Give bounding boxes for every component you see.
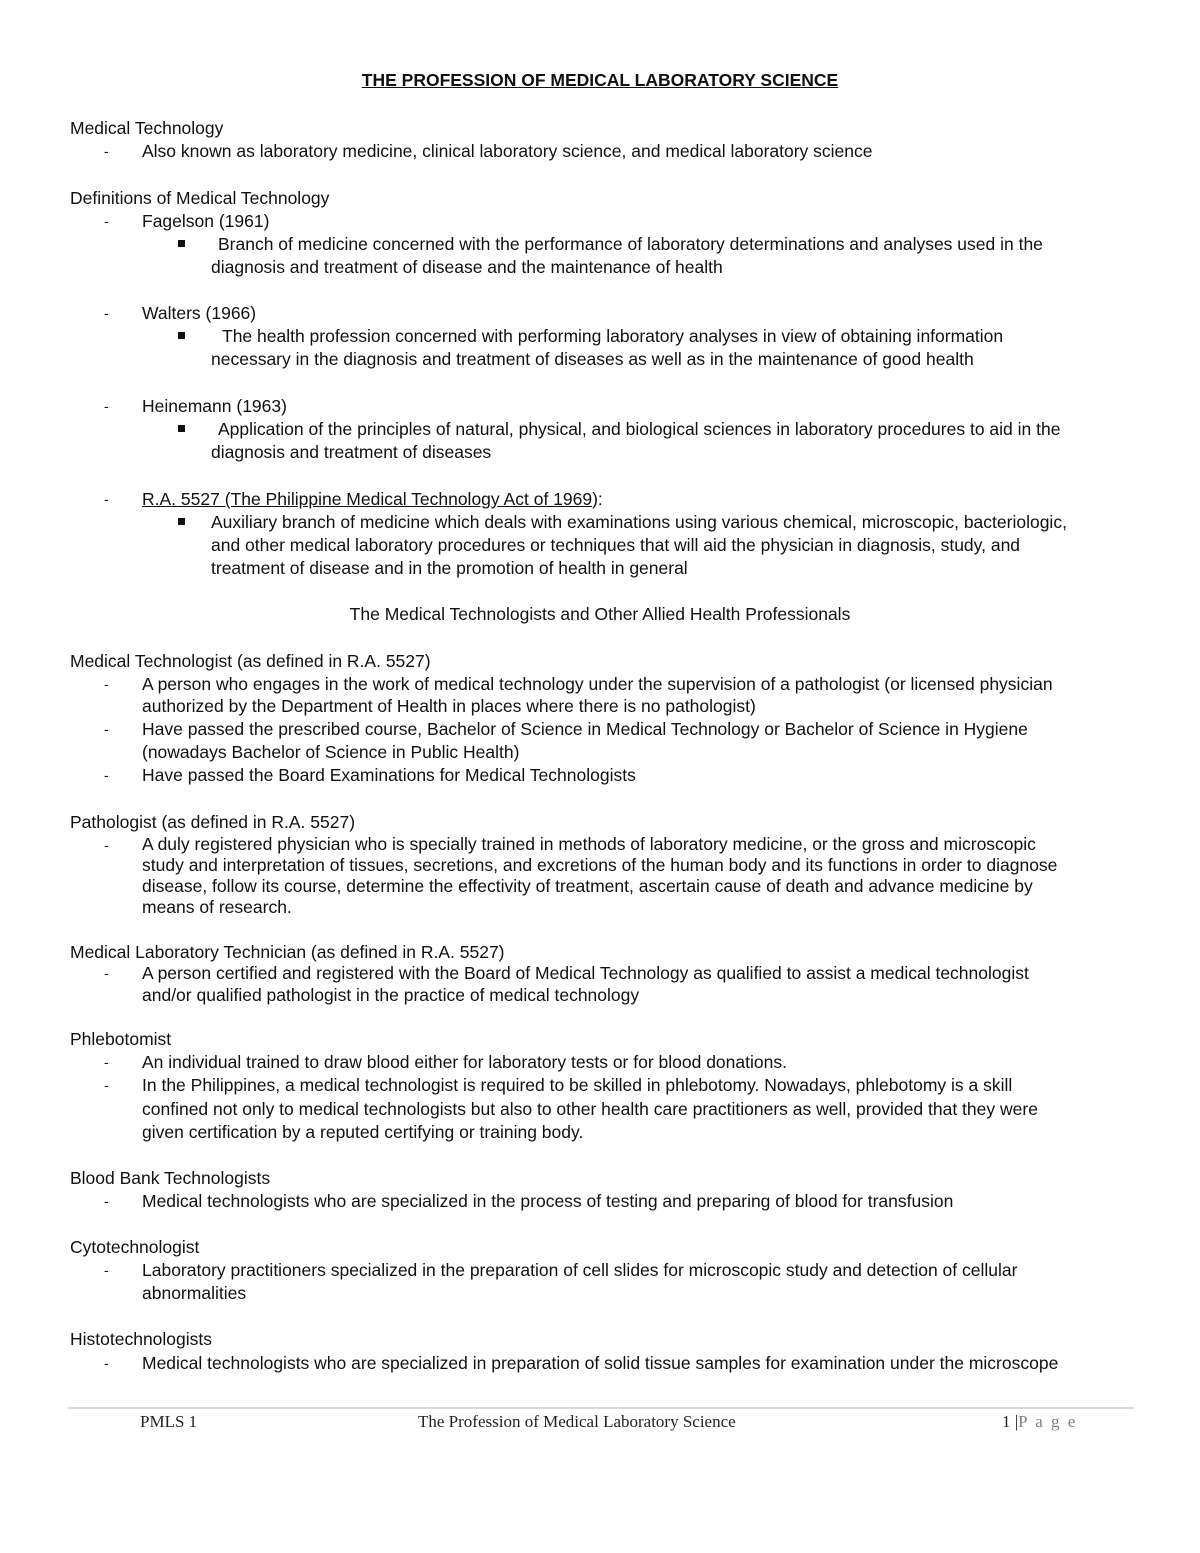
page-label: P a g e <box>1018 1412 1078 1431</box>
dash-bullet: - <box>104 1077 109 1093</box>
footer-divider <box>68 1407 1134 1409</box>
list-item: Medical technologists who are specialized in the process of testing and preparing of blood for transfusion <box>142 1191 954 1211</box>
dash-bullet: - <box>104 213 109 229</box>
footer-document-title: The Profession of Medical Laboratory Science <box>418 1412 736 1431</box>
definition-text: Application of the principles of natural, physical, and biological sciences in laboratory procedures to aid in the <box>218 419 1061 439</box>
list-item: An individual trained to draw blood either for laboratory tests or for blood donations. <box>142 1052 787 1072</box>
list-item: (nowadays Bachelor of Science in Public Health) <box>142 742 520 762</box>
list-item: Have passed the prescribed course, Bachelor of Science in Medical Technology or Bachelor of Science in Hygiene <box>142 719 1028 739</box>
list-item: means of research. <box>142 897 292 917</box>
footer-page-indicator <box>1002 1412 1077 1432</box>
section-heading-allied: The Medical Technologists and Other Allied Health Professionals <box>349 604 851 624</box>
dash-bullet: - <box>104 1355 109 1371</box>
list-item: authorized by the Department of Health in places where there is no pathologist) <box>142 696 756 716</box>
dash-bullet: - <box>104 143 109 159</box>
definition-text: diagnosis and treatment of diseases <box>211 442 492 462</box>
list-item: A duly registered physician who is specially trained in methods of laboratory medicine, or the gross and microscopic <box>142 834 1036 854</box>
definition-text: treatment of disease and in the promotion of health in general <box>211 558 688 578</box>
list-item: Laboratory practitioners specialized in the preparation of cell slides for microscopic study and detection of cellular <box>142 1260 1018 1280</box>
definition-text: Branch of medicine concerned with the performance of laboratory determinations and analyses used in the <box>218 234 1043 254</box>
section-heading-cytotechnologist: Cytotechnologist <box>70 1237 200 1257</box>
definition-text: Auxiliary branch of medicine which deals with examinations using various chemical, microscopic, bacteriologic, <box>211 512 1067 532</box>
dash-bullet: - <box>104 491 109 507</box>
section-heading-pathologist: Pathologist (as defined in R.A. 5527) <box>70 812 356 832</box>
dash-bullet: - <box>104 398 109 414</box>
page-number: 1 <box>1002 1412 1011 1431</box>
section-heading-medical-technology: Medical Technology <box>70 118 224 138</box>
section-heading-phlebotomist: Phlebotomist <box>70 1029 172 1049</box>
list-item: Medical technologists who are specialized in preparation of solid tissue samples for examination under the microscope <box>142 1353 1059 1373</box>
square-bullet <box>178 518 185 525</box>
definition-text: diagnosis and treatment of disease and the maintenance of health <box>211 257 723 277</box>
list-item: A person certified and registered with the Board of Medical Technology as qualified to assist a medical technologist <box>142 963 1029 983</box>
document-title: THE PROFESSION OF MEDICAL LABORATORY SCIENCE <box>361 70 839 90</box>
dash-bullet: - <box>104 767 109 783</box>
list-item: study and interpretation of tissues, secretions, and excretions of the human body and its functions in order to diagnose <box>142 855 1058 875</box>
list-item: confined not only to medical technologists but also to other health care practitioners as well, provided that they were <box>142 1099 1038 1119</box>
dash-bullet: - <box>104 305 109 321</box>
dash-bullet: - <box>104 837 109 853</box>
list-item: A person who engages in the work of medical technology under the supervision of a pathologist (or licensed physician <box>142 674 1053 694</box>
section-heading-histotechnologists: Histotechnologists <box>70 1329 213 1349</box>
list-item: In the Philippines, a medical technologist is required to be skilled in phlebotomy. Nowadays, phlebotomy is a skill <box>142 1075 1013 1095</box>
definition-author: Walters (1966) <box>142 303 257 323</box>
section-heading-definitions: Definitions of Medical Technology <box>70 188 330 208</box>
section-heading-technician: Medical Laboratory Technician (as defined in R.A. 5527) <box>70 942 505 962</box>
section-heading-medical-technologist: Medical Technologist (as defined in R.A. 5527) <box>70 651 431 671</box>
list-item: given certification by a reputed certifying or training body. <box>142 1122 584 1142</box>
definition-text: and other medical laboratory procedures or techniques that will aid the physician in diagnosis, study, and <box>211 535 1021 555</box>
definition-author <box>142 488 1132 511</box>
definition-author: Fagelson (1961) <box>142 211 270 231</box>
dash-bullet: - <box>104 1193 109 1209</box>
page-separator: | <box>1014 1412 1019 1431</box>
square-bullet <box>178 332 185 339</box>
dash-bullet: - <box>104 1262 109 1278</box>
list-item: Also known as laboratory medicine, clinical laboratory science, and medical laboratory science <box>142 141 873 161</box>
definition-text: necessary in the diagnosis and treatment of diseases as well as in the maintenance of good health <box>211 349 974 369</box>
dash-bullet: - <box>104 965 109 981</box>
footer-course-code: PMLS 1 <box>140 1412 198 1431</box>
definition-text: The health profession concerned with performing laboratory analyses in view of obtaining information <box>222 326 1004 346</box>
dash-bullet: - <box>104 721 109 737</box>
definition-author: Heinemann (1963) <box>142 396 287 416</box>
ra5527-suffix: ): <box>592 489 603 509</box>
list-item: abnormalities <box>142 1283 247 1303</box>
section-heading-blood-bank: Blood Bank Technologists <box>70 1168 271 1188</box>
dash-bullet: - <box>104 676 109 692</box>
dash-bullet: - <box>104 1054 109 1070</box>
ra5527-link: R.A. 5527 (The Philippine Medical Technology Act of 1969 <box>142 489 593 509</box>
list-item: and/or qualified pathologist in the practice of medical technology <box>142 985 640 1005</box>
square-bullet <box>178 425 185 432</box>
square-bullet <box>178 240 185 247</box>
list-item: Have passed the Board Examinations for Medical Technologists <box>142 765 636 785</box>
list-item: disease, follow its course, determine the effectivity of treatment, ascertain cause of death and advance medicine by <box>142 876 1033 896</box>
